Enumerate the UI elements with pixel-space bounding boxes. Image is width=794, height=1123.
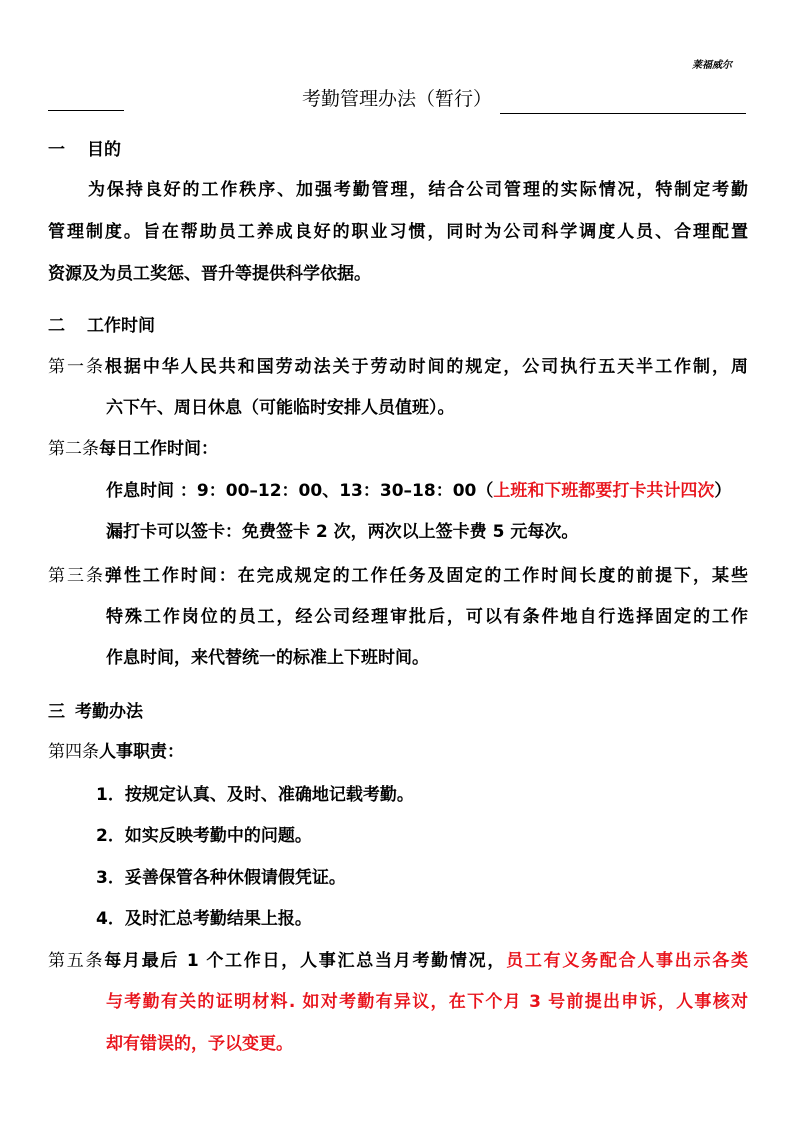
schedule-suffix: ） xyxy=(714,481,732,501)
article1-label: 第一条 xyxy=(48,357,105,377)
article3-line1 xyxy=(48,564,748,588)
article1-text: 根据中华人民共和国劳动法关于劳动时间的规定，公司执行五天半工作制，周 xyxy=(104,357,749,377)
section3-number: 三 xyxy=(48,702,65,722)
article5-line2: 与考勤有关的证明材料. 如对考勤有异议，在下个月 3 号前提出申诉，人事核对 xyxy=(106,992,748,1012)
article2-label: 第二条 xyxy=(48,439,99,459)
document-title: 考勤管理办法（暂行） xyxy=(301,88,492,110)
section1-heading xyxy=(48,138,748,162)
article3-label: 第三条 xyxy=(48,566,105,586)
section1-para-line2: 管理制度。旨在帮助员工养成良好的职业习惯，同时为公司科学调度人员、合理配置 xyxy=(48,222,748,242)
missed-punch-line: 漏打卡可以签卡：免费签卡 2 次，两次以上签卡费 5 元每次。 xyxy=(106,522,579,542)
article4-line xyxy=(48,740,748,764)
section1-para-line3: 资源及为员工奖惩、晋升等提供科学依据。 xyxy=(48,264,371,284)
article3-text: 弹性工作时间：在完成规定的工作任务及固定的工作时间长度的前提下，某些 xyxy=(104,566,749,586)
section1-number: 一 xyxy=(48,140,65,160)
article5-line3: 却有错误的，予以变更。 xyxy=(106,1034,293,1054)
article4-text: 人事职责： xyxy=(99,742,184,762)
schedule-prefix: 作息时间 ：9：00–12：00、13：30–18：00（ xyxy=(106,481,494,501)
schedule-line xyxy=(48,479,748,503)
article3-line3: 作息时间，来代替统一的标准上下班时间。 xyxy=(106,648,429,668)
section1-title: 目的 xyxy=(87,140,121,160)
article2-line xyxy=(48,437,748,461)
article1-line1 xyxy=(48,355,748,379)
section2-title: 工作时间 xyxy=(87,316,155,336)
section1-para-line1: 为保持良好的工作秩序、加强考勤管理，结合公司管理的实际情况，特制定考勤 xyxy=(88,180,748,200)
section2-number: 二 xyxy=(48,316,65,336)
article3-line2: 特殊工作岗位的员工，经公司经理审批后，可以有条件地自行选择固定的工作 xyxy=(106,607,748,627)
duty-item-3: 3．妥善保管各种休假请假凭证。 xyxy=(96,868,346,888)
article5-label: 第五条 xyxy=(48,951,105,971)
company-name: 莱福威尔 xyxy=(692,60,732,71)
section3-heading xyxy=(48,700,748,724)
article1-line2: 六下午、周日休息（可能临时安排人员值班）。 xyxy=(106,398,455,418)
section2-heading xyxy=(48,314,748,338)
article2-text: 每日工作时间： xyxy=(99,439,218,459)
article5-line1 xyxy=(48,949,748,973)
article5-text: 每月最后 1 个工作日，人事汇总当月考勤情况， xyxy=(104,951,507,971)
duty-item-1: 1．按规定认真、及时、准确地记载考勤。 xyxy=(96,785,414,805)
duty-item-2: 2．如实反映考勤中的问题。 xyxy=(96,826,312,846)
schedule-highlight: 上班和下班都要打卡共计四次 xyxy=(493,481,715,501)
article5-highlight: 员工有义务配合人事出示各类 xyxy=(506,951,749,971)
duty-item-4: 4．及时汇总考勤结果上报。 xyxy=(96,909,312,929)
section3-title: 考勤办法 xyxy=(75,702,143,722)
article4-label: 第四条 xyxy=(48,742,99,762)
title-rule-right xyxy=(500,113,746,114)
